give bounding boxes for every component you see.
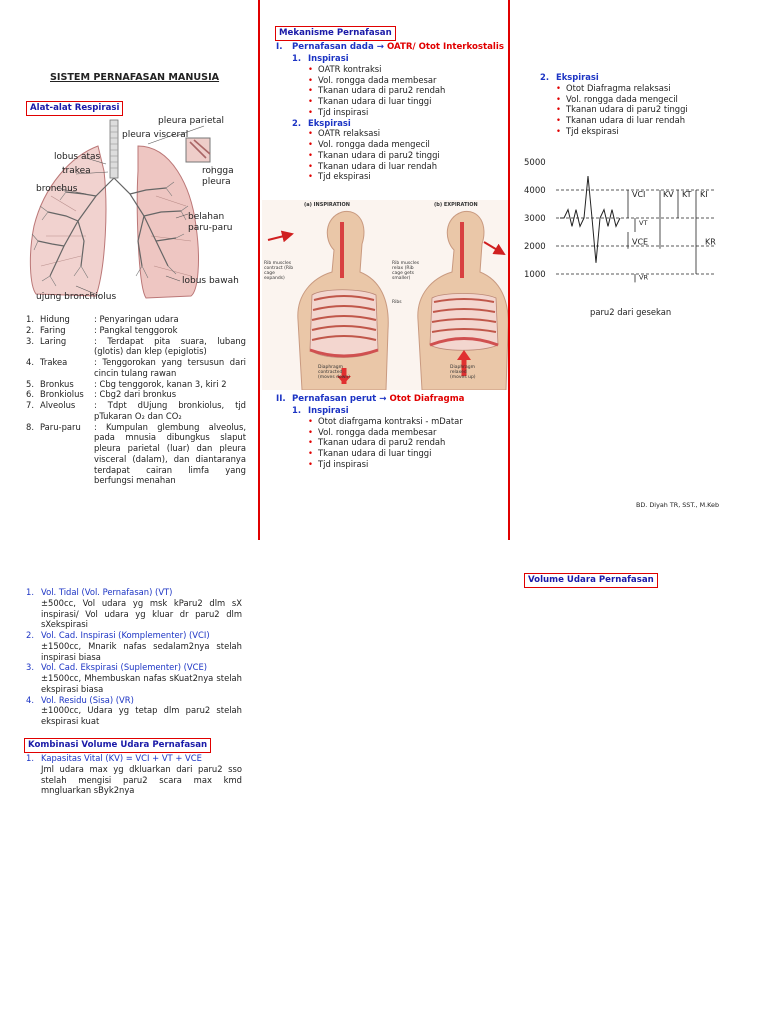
volume-item xyxy=(26,753,242,796)
dada-inspirasi-list xyxy=(292,64,506,118)
volume-heading xyxy=(26,662,242,673)
bullet-item: • Tkanan udara di luar rendah xyxy=(308,161,506,172)
section-label-mekanisme: Mekanisme Pernafasan xyxy=(275,26,396,41)
bullet-item: • Tjd ekspirasi xyxy=(556,126,740,137)
spirogram-trace xyxy=(560,176,620,263)
breathing-illustration xyxy=(262,200,508,390)
spirogram-chart xyxy=(520,150,720,285)
organ-definition: : Cbg2 dari bronkus xyxy=(94,389,177,400)
organ-row xyxy=(26,389,246,400)
dada-text: Pernafasan dada → xyxy=(292,42,387,52)
organ-definition: : Kumpulan glembung alveolus, pada mnusia dibungkus slaput pleura parietal (luar) dan pleura visceral (dalam), dan diantaranya terdapat cairan limfa yang berfungsi menahan xyxy=(94,421,246,486)
organ-definition: : Tdpt dUjung bronkiolus, tjd pTukaran O₂ dan CO₂ xyxy=(94,400,246,421)
section-label-kombinasi: Kombinasi Volume Udara Pernafasan xyxy=(24,738,211,753)
volume-item xyxy=(26,587,242,630)
perut-num: II. xyxy=(276,394,286,404)
y-tick-label: 1000 xyxy=(524,270,546,280)
dada-eksp-title: Ekspirasi xyxy=(308,117,351,128)
col3-eksp-num: 2. xyxy=(540,72,550,82)
label-expiration: (b) EXPIRATION xyxy=(434,202,478,208)
section-label-volume: Volume Udara Pernafasan xyxy=(524,573,658,588)
volume-title: Vol. Cad. Ekspirasi (Suplementer) (VCE) xyxy=(41,662,208,673)
section-label-alat: Alat-alat Respirasi xyxy=(26,101,123,116)
organ-term: Laring xyxy=(40,335,67,346)
col3-ekspirasi-list xyxy=(540,83,740,137)
y-tick-label: 5000 xyxy=(524,158,546,168)
bullet-item: • Tkanan udara di paru2 tinggi xyxy=(556,104,740,115)
volume-body: ±500cc, Vol udara yg msk kParu2 dlm sX inspirasi/ Vol udara yg kluar dr paru2 dlm sXekspirasi xyxy=(41,597,242,630)
bullet-item: • Otot diafrgama kontraksi - mDatar xyxy=(308,416,506,427)
organ-term: Bronkus xyxy=(40,378,74,389)
volume-number: 3. xyxy=(26,662,34,673)
perut-insp-num: 1. xyxy=(292,405,302,415)
label-kt: KT xyxy=(682,190,692,199)
perut-insp-title: Inspirasi xyxy=(308,405,349,415)
volume-body: ±1500cc, Mnarik nafas sedalam2nya stelah inspirasi biasa xyxy=(41,640,242,662)
label-ujung-bronchiolus: ujung bronchiolus xyxy=(36,292,117,302)
organ-number: 7. xyxy=(26,400,34,410)
label-rongga-pleura: rongga pleura xyxy=(202,166,234,187)
label-pleura-parietal: pleura parietal xyxy=(158,116,225,126)
label-vr: VR xyxy=(639,273,648,282)
volume-heading xyxy=(26,587,242,598)
dada-insp-num: 1. xyxy=(292,53,302,63)
label-bronchus: bronchus xyxy=(36,184,78,194)
volume-number: 2. xyxy=(26,630,34,640)
spirogram-svg xyxy=(520,150,720,285)
organ-number: 8. xyxy=(26,421,34,432)
organ-term: Paru-paru xyxy=(40,421,81,432)
organ-term: Alveolus xyxy=(40,400,76,410)
organ-definition: : Cbg tenggorok, kanan 3, kiri 2 xyxy=(94,378,227,389)
bullet-item: • Tkanan udara di luar rendah xyxy=(556,115,740,126)
volume-title: Vol. Cad. Inspirasi (Komplementer) (VCI) xyxy=(41,630,210,640)
pernafasan-dada xyxy=(276,42,506,182)
organ-number: 5. xyxy=(26,378,34,389)
bullet-item: • Tkanan udara di paru2 rendah xyxy=(308,437,506,448)
label-diaphragm-relaxed: Diaphragm relaxed (moves up) xyxy=(450,365,476,380)
volume-item xyxy=(26,630,242,662)
label-ribs-contract: Rib muscles contract (Rib cage expands) xyxy=(264,261,294,281)
label-ribs: Ribs xyxy=(392,300,402,305)
perut-text: Pernafasan perut → xyxy=(292,394,390,404)
page-title: SISTEM PERNAFASAN MANUSIA xyxy=(50,72,220,83)
organ-list xyxy=(26,314,246,486)
volume-number: 1. xyxy=(26,753,34,763)
col3-eksp-title: Ekspirasi xyxy=(556,72,599,82)
breathing-illustration-svg xyxy=(262,200,508,390)
organ-number: 2. xyxy=(26,324,34,335)
volume-heading xyxy=(26,753,242,764)
organ-term: Bronkiolus xyxy=(40,389,84,400)
organ-definition: : Pangkal tenggorok xyxy=(94,324,178,335)
bullet-item: • Vol. rongga dada membesar xyxy=(308,427,506,438)
label-belahan-paru: belahan paru-paru xyxy=(188,212,233,233)
pernafasan-perut xyxy=(276,394,506,470)
organ-number: 3. xyxy=(26,335,34,346)
bullet-item: • Vol. rongga dada membesar xyxy=(308,75,506,86)
organ-number: 1. xyxy=(26,314,34,324)
organ-definition: : Tenggorokan yang tersusun dari cincin tulang rawan xyxy=(94,357,246,378)
volume-body: Jml udara max yg dkluarkan dari paru2 sso stelah mengisi paru2 scara max kmd mngluarkan sByk2nya xyxy=(41,763,242,796)
volume-item xyxy=(26,695,242,727)
bullet-item: • Vol. rongga dada mengecil xyxy=(308,139,506,150)
organ-definition: : Penyaringan udara xyxy=(94,314,179,324)
label-ki: KI xyxy=(700,190,708,199)
bullet-item: • Otot Diafragma relaksasi xyxy=(556,83,740,94)
volume-body: ±1000cc, Udara yg tetap dlm paru2 stelah ekspirasi kuat xyxy=(41,705,242,726)
bullet-item: • Tkanan udara di paru2 tinggi xyxy=(308,150,506,161)
bullet-item: • OATR relaksasi xyxy=(308,128,506,139)
label-pleura-visceral: pleura visceral xyxy=(122,130,189,140)
organ-row xyxy=(26,422,246,487)
perut-red: Otot Diafragma xyxy=(389,394,465,404)
label-diaphragm-contracted: Diaphragm contracted (moves down) xyxy=(318,365,350,380)
volume-heading xyxy=(26,630,242,641)
lung-diagram xyxy=(26,116,246,306)
label-lobus-bawah: lobus bawah xyxy=(182,276,239,286)
organ-term: Faring xyxy=(40,324,66,335)
organ-row xyxy=(26,400,246,422)
chart-caption: paru2 dari gesekan xyxy=(590,307,672,317)
volume-title: Kapasitas Vital (KV) = VCI + VT + VCE xyxy=(41,753,202,763)
label-vt: VT xyxy=(639,219,648,227)
bullet-item: • Tkanan udara di paru2 rendah xyxy=(308,85,506,96)
label-lobus-atas: lobus atas xyxy=(54,152,101,162)
perut-inspirasi-list xyxy=(292,416,506,470)
organ-definition: : Terdapat pita suara, lubang (glotis) dan klep (epiglotis) xyxy=(94,335,246,357)
bullet-item: • Tkanan udara di luar tinggi xyxy=(308,448,506,459)
organ-term: Trakea xyxy=(40,357,68,367)
organ-row xyxy=(26,379,246,390)
volume-heading xyxy=(26,695,242,706)
organ-number: 6. xyxy=(26,389,34,400)
volume-number: 4. xyxy=(26,694,34,705)
bullet-item: • Tjd ekspirasi xyxy=(308,171,506,182)
dada-ekspirasi-list xyxy=(292,128,506,182)
label-kr: KR xyxy=(705,237,716,247)
volume-title: Vol. Tidal (Vol. Pernafasan) (VT) xyxy=(41,587,173,597)
organ-row xyxy=(26,314,246,325)
label-trakea: trakea xyxy=(62,166,91,176)
column-divider-left xyxy=(258,0,260,540)
label-ribs-relax: Rib muscles relax (Rib cage gets smaller) xyxy=(392,261,420,281)
label-vci: VCI xyxy=(632,190,646,199)
organ-row xyxy=(26,336,246,358)
label-vce: VCE xyxy=(632,237,649,247)
bullet-item: • Tkanan udara di luar tinggi xyxy=(308,96,506,107)
y-tick-label: 3000 xyxy=(524,214,546,224)
author-credit: BD. Diyah TR, SST., M.Keb xyxy=(636,501,720,509)
dada-insp-title: Inspirasi xyxy=(308,53,349,63)
col3-ekspirasi xyxy=(540,72,740,137)
bullet-item: • OATR kontraksi xyxy=(308,64,506,75)
label-inspiration: (a) INSPIRATION xyxy=(304,202,350,208)
volume-body: ±1500cc, Mhembuskan nafas sKuat2nya stelah ekspirasi biasa xyxy=(41,673,242,694)
bullet-item: • Vol. rongga dada mengecil xyxy=(556,94,740,105)
label-kv: KV xyxy=(663,190,674,199)
bullet-item: • Tjd inspirasi xyxy=(308,459,506,470)
kombinasi-list xyxy=(26,753,242,796)
volume-item xyxy=(26,662,242,694)
volume-list xyxy=(26,587,242,727)
bullet-item: • Tjd inspirasi xyxy=(308,107,506,118)
organ-row xyxy=(26,357,246,379)
dada-red: OATR/ Otot Interkostalis xyxy=(386,42,504,52)
organ-term: Hidung xyxy=(40,314,70,324)
dada-num: I. xyxy=(276,42,283,52)
column-divider-right xyxy=(508,0,510,540)
organ-row xyxy=(26,325,246,336)
y-tick-label: 4000 xyxy=(524,186,546,196)
dada-eksp-num: 2. xyxy=(292,117,302,128)
organ-number: 4. xyxy=(26,357,34,367)
y-tick-label: 2000 xyxy=(524,242,546,252)
volume-title: Vol. Residu (Sisa) (VR) xyxy=(41,694,134,705)
volume-number: 1. xyxy=(26,587,34,597)
